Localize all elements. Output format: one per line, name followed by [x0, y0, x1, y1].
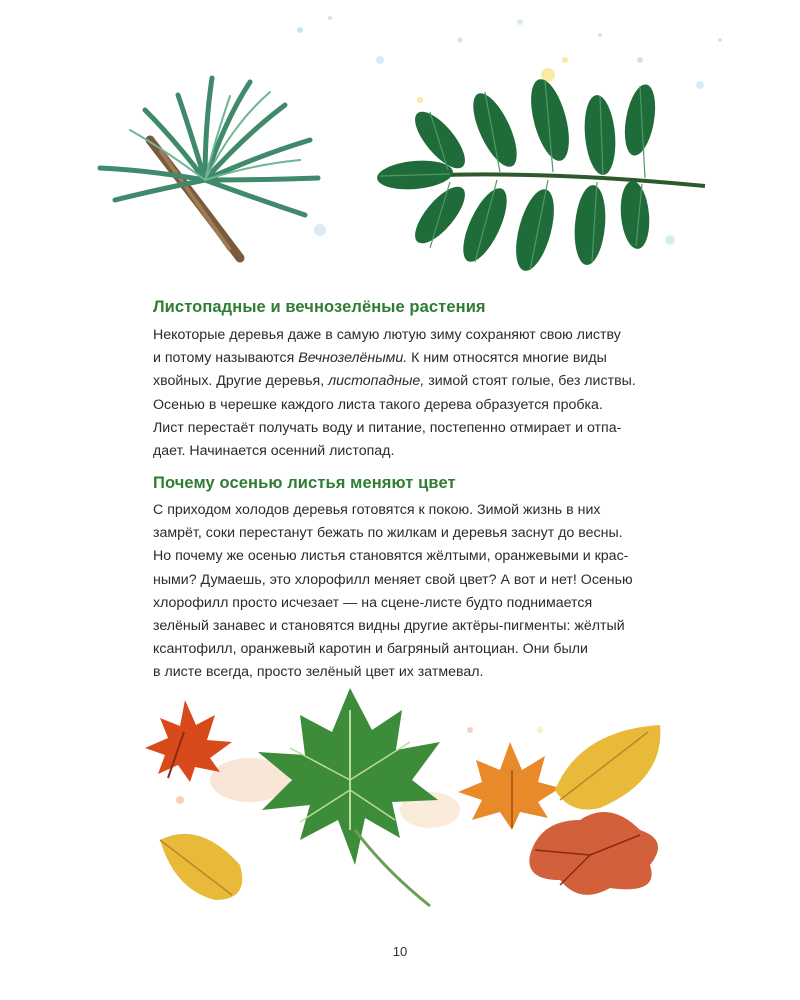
palm-leaf-icon — [100, 78, 318, 258]
orange-maple-leaf-icon — [458, 742, 560, 830]
paragraph-colors — [153, 499, 673, 685]
section-heading-deciduous: Листопадные и вечнозелёные растения — [153, 298, 486, 316]
ash-leaf-icon — [376, 75, 705, 274]
text-line: Некоторые деревья даже в самую лютую зиму сохраняют свою листву — [153, 327, 621, 343]
text-line: ксантофилл, оранжевый каротин и багряный антоциан. Они были — [153, 641, 588, 658]
paragraph-deciduous — [153, 324, 673, 463]
yellow-birch-leaf-icon — [160, 834, 242, 900]
text-line: ными? Думаешь, это хлорофилл меняет свой цвет? А вот и нет! Осенью — [153, 571, 633, 588]
red-viburnum-leaf-icon — [529, 812, 658, 895]
green-maple-leaf-icon — [258, 688, 440, 906]
yellow-elm-leaf-icon — [555, 725, 660, 810]
italic-term: листопадные, — [328, 373, 425, 390]
text-line: замрёт, соки перестанут бежать по жилкам и деревья заснут до весны. — [153, 525, 623, 542]
text-line: зелёный занавес и становятся видны другие актёры-пигменты: жёлтый — [153, 618, 625, 635]
section-heading-colors: Почему осенью листья меняют цвет — [153, 474, 456, 492]
text-line: в листе всегда, просто зелёный цвет их затмевал. — [153, 664, 484, 681]
text-line: и потому называются Вечнозелёными. К ним относятся многие виды — [153, 350, 607, 367]
italic-term: Вечнозелёными. — [298, 350, 408, 367]
text-line: Осенью в черешке каждого листа такого дерева образуется пробка. — [153, 396, 603, 413]
text-line: хлорофилл просто исчезает — на сцене-листе будто поднимается — [153, 594, 593, 611]
page-number: 10 — [392, 944, 408, 959]
text-line: Лист перестаёт получать воду и питание, постепенно отмирает и отпа- — [153, 419, 622, 436]
bottom-illustration — [0, 670, 800, 920]
top-illustration — [0, 0, 800, 290]
text-line: Но почему же осенью листья становятся жёлтыми, оранжевыми и крас- — [153, 548, 629, 565]
text-line: дает. Начинается осенний листопад. — [153, 443, 395, 460]
text-line: хвойных. Другие деревья, листопадные, зимой стоят голые, без листвы. — [153, 373, 636, 390]
text-line: С приходом холодов деревья готовятся к покою. Зимой жизнь в них — [153, 502, 601, 518]
